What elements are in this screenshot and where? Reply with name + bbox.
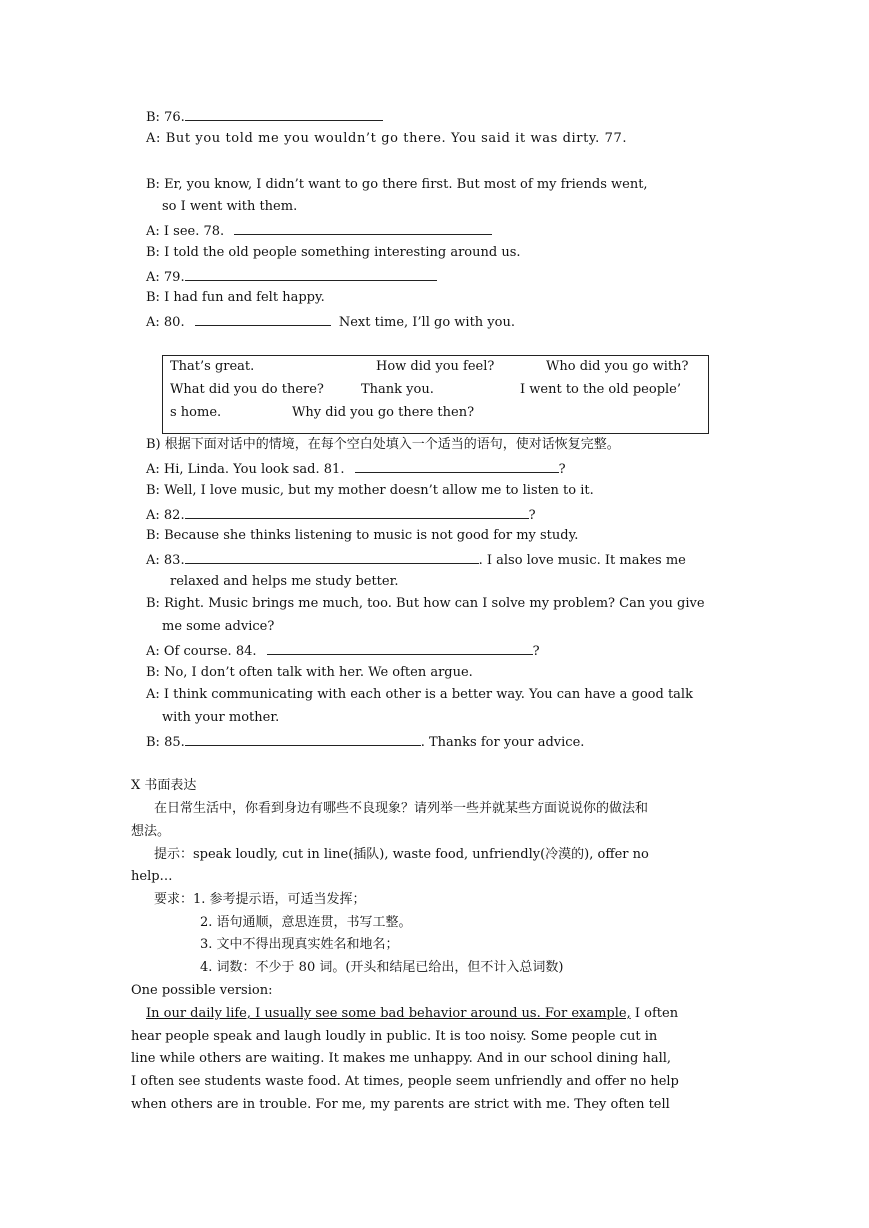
dialogue-line-79 bbox=[146, 267, 437, 287]
line-text: B: 76. bbox=[146, 110, 185, 125]
version-label: One possible version: bbox=[131, 983, 273, 998]
writing-hint: 提示：speak loudly, cut in line(插队), waste food, unfriendly(冷漠的), offer no bbox=[154, 847, 649, 862]
answer-blank-81[interactable] bbox=[355, 459, 559, 473]
writing-prompt-cont: 想法。 bbox=[131, 824, 171, 839]
dialogue-line-music: B: Well, I love music, but my mother doesn’t allow me to listen to it. bbox=[146, 483, 594, 498]
answer-blank-82[interactable] bbox=[185, 505, 529, 519]
answer-blank-78[interactable] bbox=[234, 221, 492, 235]
dialogue-line-b-friends: B: Er, you know, I didn’t want to go there first. But most of my friends went, bbox=[146, 177, 648, 192]
dialogue-line-78 bbox=[146, 221, 492, 241]
line-text: Next time, I’ll go with you. bbox=[338, 315, 515, 330]
dialogue-line-81 bbox=[146, 459, 566, 479]
dialogue-line-told: B: I told the old people something interesting around us. bbox=[146, 245, 521, 260]
dialogue-line-fun: B: I had fun and felt happy. bbox=[146, 290, 325, 305]
requirement-4: 4. 词数：不少于 80 词。(开头和结尾已给出，但不计入总词数) bbox=[200, 960, 564, 975]
dialogue-line-80 bbox=[146, 312, 515, 332]
option-2: How did you feel? bbox=[376, 359, 495, 374]
dialogue-line-argue: B: No, I don’t often talk with her. We often argue. bbox=[146, 665, 473, 680]
question-mark: ? bbox=[528, 508, 536, 523]
dialogue-line-communicating: A: I think communicating with each other is a better way. You can have a good talk bbox=[146, 687, 693, 702]
dialogue-line-85 bbox=[146, 732, 584, 752]
requirement-2: 2. 语句通顺，意思连贯，书写工整。 bbox=[200, 915, 412, 930]
line-text: A: 79. bbox=[146, 270, 185, 285]
line-text: B: 85. bbox=[146, 735, 185, 750]
answer-blank-76[interactable] bbox=[185, 107, 383, 121]
dialogue-line-because: B: Because she thinks listening to music is not good for my study. bbox=[146, 528, 579, 543]
question-mark: ? bbox=[558, 462, 566, 477]
option-7: Why did you go there then? bbox=[292, 405, 475, 420]
dialogue-line-cont: so I went with them. bbox=[162, 199, 298, 214]
line-text: I often bbox=[634, 1006, 679, 1021]
essay-line-1 bbox=[146, 1005, 678, 1023]
option-6-cont: s home. bbox=[170, 405, 222, 420]
writing-heading: X 书面表达 bbox=[131, 778, 197, 793]
dialogue-line-84 bbox=[146, 641, 540, 661]
line-text: A: 82. bbox=[146, 508, 185, 523]
dialogue-line-right: B: Right. Music brings me much, too. But how can I solve my problem? Can you give bbox=[146, 596, 705, 611]
line-text: A: Of course. 84. bbox=[146, 644, 257, 659]
line-text: . I also love music. It makes me bbox=[478, 553, 686, 568]
option-3: Who did you go with? bbox=[546, 359, 689, 374]
dialogue-line-77: A: But you told me you wouldn’t go there. You said it was dirty. 77. bbox=[146, 131, 628, 146]
essay-line-3: line while others are waiting. It makes me unhappy. And in our school dining hall, bbox=[131, 1051, 672, 1066]
option-5: Thank you. bbox=[361, 382, 434, 397]
writing-prompt: 在日常生活中，你看到身边有哪些不良现象？请列举一些并就某些方面说说你的做法和 bbox=[154, 801, 649, 816]
dialogue-line-82 bbox=[146, 505, 536, 525]
requirement-1: 要求：1. 参考提示语，可适当发挥； bbox=[154, 892, 366, 907]
essay-line-4: I often see students waste food. At times, people seem unfriendly and offer no help bbox=[131, 1074, 679, 1089]
dialogue-line-advice: me some advice? bbox=[162, 619, 275, 634]
answer-blank-85[interactable] bbox=[185, 732, 421, 746]
option-6: I went to the old people’ bbox=[520, 382, 682, 397]
option-4: What did you do there? bbox=[170, 382, 324, 397]
essay-opening: In our daily life, I usually see some bad behavior around us. For example, bbox=[146, 1006, 631, 1021]
writing-hint-cont: help… bbox=[131, 869, 173, 884]
line-text: A: 83. bbox=[146, 553, 185, 568]
line-text: A: I see. 78. bbox=[146, 224, 225, 239]
line-text: . Thanks for your advice. bbox=[420, 735, 585, 750]
answer-blank-83[interactable] bbox=[185, 550, 479, 564]
requirement-3: 3. 文中不得出现真实姓名和地名； bbox=[200, 937, 399, 952]
dialogue-line-mother: with your mother. bbox=[162, 710, 280, 725]
dialogue-line-76 bbox=[146, 107, 383, 127]
line-text: A: 80. bbox=[146, 315, 185, 330]
section-b-instruction: B) 根据下面对话中的情境，在每个空白处填入一个适当的语句，使对话恢复完整。 bbox=[146, 437, 620, 452]
answer-blank-80[interactable] bbox=[195, 312, 331, 326]
option-1: That’s great. bbox=[170, 359, 255, 374]
answer-blank-79[interactable] bbox=[185, 267, 437, 281]
answer-blank-84[interactable] bbox=[267, 641, 533, 655]
dialogue-line-83 bbox=[146, 550, 686, 570]
essay-line-2: hear people speak and laugh loudly in public. It is too noisy. Some people cut in bbox=[131, 1029, 658, 1044]
essay-line-5: when others are in trouble. For me, my parents are strict with me. They often tell bbox=[131, 1097, 670, 1112]
line-text: A: Hi, Linda. You look sad. 81. bbox=[146, 462, 345, 477]
question-mark: ? bbox=[532, 644, 540, 659]
dialogue-line-relaxed: relaxed and helps me study better. bbox=[170, 574, 399, 589]
